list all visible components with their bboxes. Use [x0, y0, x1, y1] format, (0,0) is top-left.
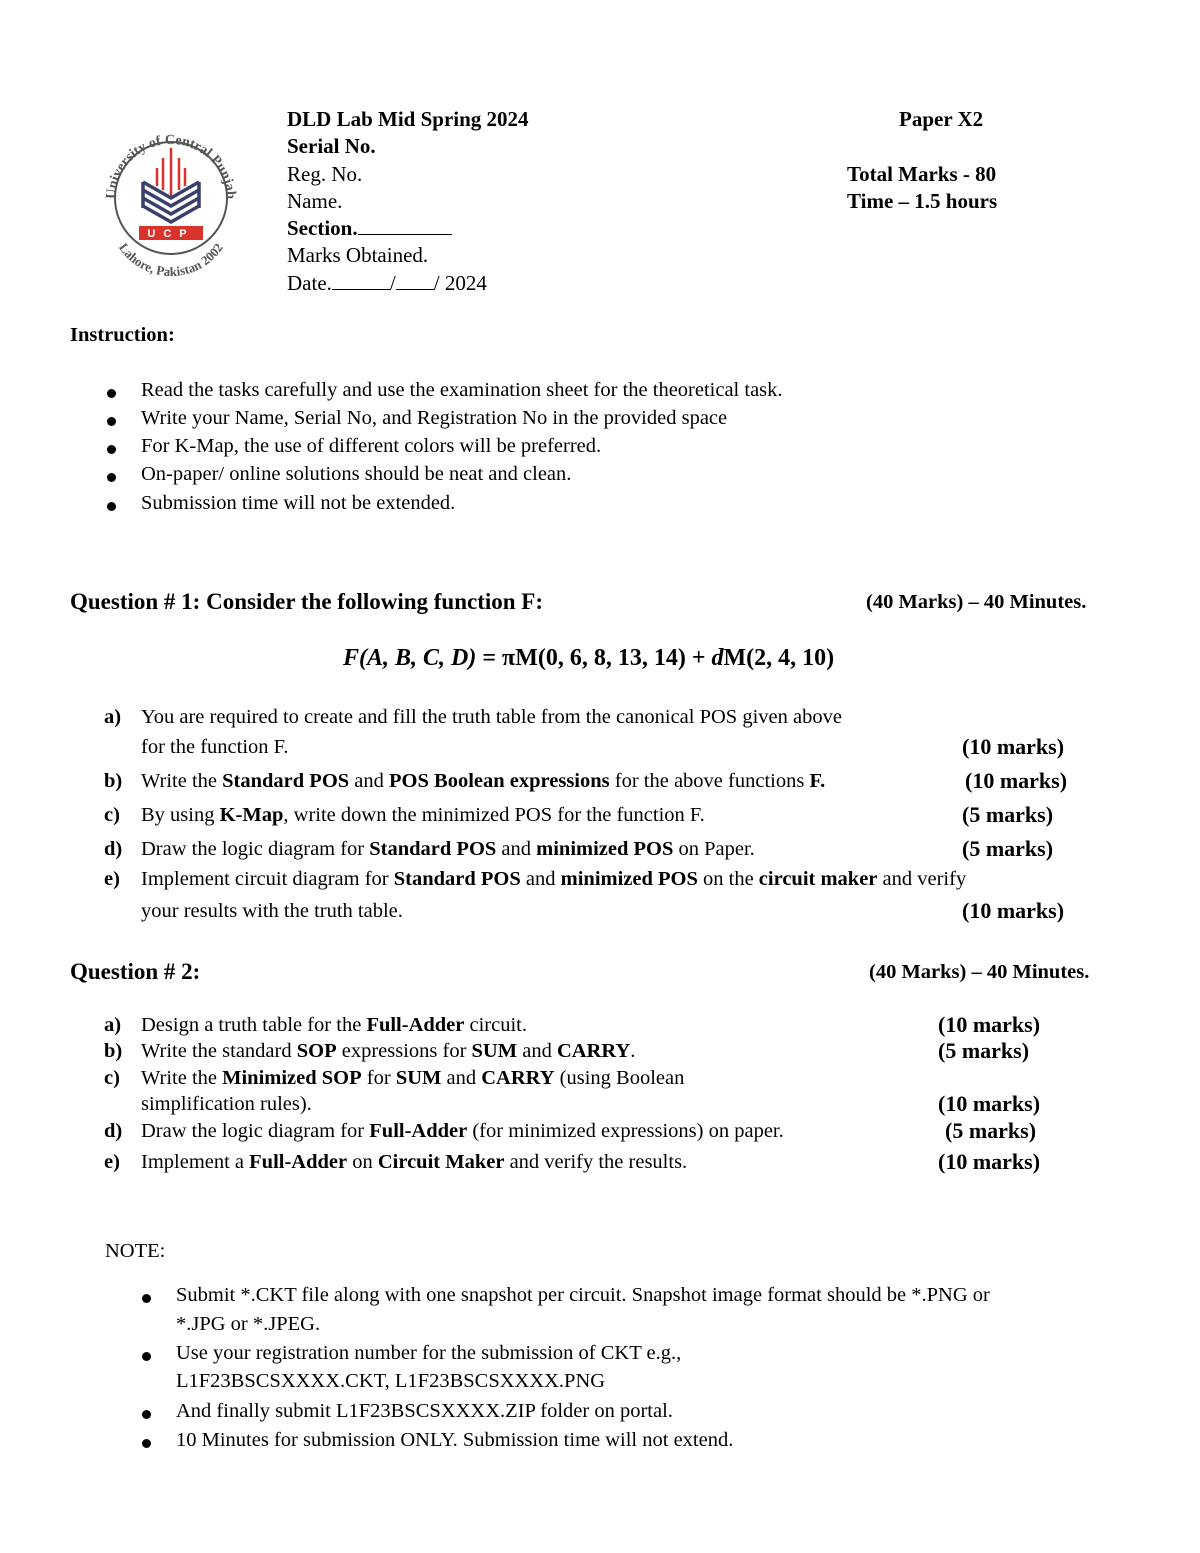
q1-part-label: e) [104, 868, 120, 890]
list-item: Write your Name, Serial No, and Registration No in the provided space [141, 407, 728, 429]
q1-part-c-marks: (5 marks) [962, 802, 1054, 827]
function-formula [343, 645, 834, 672]
q1-part-b-text: Write the Standard POS and POS Boolean expressions for the above functions F. [141, 770, 826, 792]
total-marks: Total Marks - 80 [847, 162, 997, 186]
formula-dontcare-d: d [711, 645, 724, 671]
section-blank [358, 216, 452, 235]
list-item-cont: L1F23BSCSXXXX.CKT, L1F23BSCSXXXX.PNG [176, 1370, 606, 1392]
q1-part-a-text-cont: for the function F. [141, 736, 289, 758]
section-label: Section. [287, 216, 358, 240]
list-item: And finally submit L1F23BSCSXXXX.ZIP folder on portal. [176, 1400, 673, 1422]
ucp-seal-icon [95, 118, 245, 278]
q2-part-d-text: Draw the logic diagram for Full-Adder (for minimized expressions) on paper. [141, 1120, 784, 1142]
date-year: / 2024 [433, 271, 487, 295]
q2-part-b-marks: (5 marks) [938, 1038, 1030, 1063]
university-logo [95, 118, 245, 278]
q2-part-d-marks: (5 marks) [945, 1118, 1037, 1143]
q2-part-a-marks: (10 marks) [938, 1012, 1041, 1037]
date-blank-1 [332, 271, 390, 290]
formula-equals: = [482, 645, 497, 671]
svg-text:University of Central Punjab: University of Central Punjab [103, 132, 239, 200]
q2-part-label: b) [104, 1040, 123, 1062]
list-item: Read the tasks carefully and use the examination sheet for the theoretical task. [141, 379, 783, 401]
time-limit: Time – 1.5 hours [847, 189, 998, 213]
date-field [287, 270, 487, 297]
serial-no-label: Serial No. [287, 134, 376, 158]
q1-part-a-text: You are required to create and fill the truth table from the canonical POS given above [141, 706, 842, 728]
q2-part-c-marks: (10 marks) [938, 1091, 1041, 1116]
q1-part-e-marks: (10 marks) [962, 898, 1065, 923]
q1-part-label: a) [104, 706, 122, 728]
q1-part-d-marks: (5 marks) [962, 836, 1054, 861]
q1-part-e-text: Implement circuit diagram for Standard POS and minimized POS on the circuit maker and verify [141, 868, 967, 890]
q1-part-label: d) [104, 838, 123, 860]
list-item: On-paper/ online solutions should be neat and clean. [141, 463, 572, 485]
q1-part-d-text: Draw the logic diagram for Standard POS and minimized POS on Paper. [141, 838, 755, 860]
formula-maxterms: πM(0, 6, 8, 13, 14) + [502, 645, 712, 671]
q2-part-e-marks: (10 marks) [938, 1149, 1041, 1174]
q2-part-e-text: Implement a Full-Adder on Circuit Maker and verify the results. [141, 1151, 688, 1173]
q1-part-e-text-cont: your results with the truth table. [141, 900, 403, 922]
paper-code: Paper X2 [899, 107, 984, 131]
formula-lhs: F(A, B, C, D) [343, 645, 477, 671]
list-item: For K-Map, the use of different colors will be preferred. [141, 435, 602, 457]
marks-obtained-label: Marks Obtained. [287, 243, 429, 267]
list-item: Submission time will not be extended. [141, 492, 456, 514]
list-item: Use your registration number for the submission of CKT e.g., [176, 1342, 682, 1364]
note-heading: NOTE: [105, 1240, 166, 1262]
reg-no-label: Reg. No. [287, 162, 363, 186]
question-1-title: Question # 1: Consider the following function F: [70, 589, 544, 614]
list-item-cont: *.JPG or *.JPEG. [176, 1313, 321, 1335]
q2-part-c-text-cont: simplification rules). [141, 1093, 312, 1115]
formula-dontcare-terms: M(2, 4, 10) [723, 645, 835, 671]
section-field [287, 215, 452, 242]
q2-part-label: d) [104, 1120, 123, 1142]
name-label: Name. [287, 189, 343, 213]
list-item: Submit *.CKT file along with one snapshot per circuit. Snapshot image format should be *.PNG or [176, 1284, 990, 1306]
question-1-marks: (40 Marks) – 40 Minutes. [866, 591, 1087, 613]
date-blank-2 [396, 271, 434, 290]
exam-title: DLD Lab Mid Spring 2024 [287, 107, 529, 131]
q1-part-label: c) [104, 804, 120, 826]
q2-part-label: a) [104, 1014, 122, 1036]
q1-part-b-marks: (10 marks) [965, 768, 1068, 793]
svg-text:Lahore, Pakistan 2002: Lahore, Pakistan 2002 [116, 240, 226, 278]
list-item: 10 Minutes for submission ONLY. Submission time will not extend. [176, 1429, 734, 1451]
q1-part-c-text: By using K-Map, write down the minimized POS for the function F. [141, 804, 705, 826]
date-separator: / [389, 271, 396, 295]
question-2-marks: (40 Marks) – 40 Minutes. [869, 961, 1090, 983]
q2-part-label: e) [104, 1151, 120, 1173]
svg-text:UCP: UCP [147, 228, 195, 240]
question-2-title: Question # 2: [70, 959, 201, 984]
q1-part-label: b) [104, 770, 123, 792]
q2-part-b-text: Write the standard SOP expressions for SUM and CARRY. [141, 1040, 636, 1062]
q2-part-a-text: Design a truth table for the Full-Adder circuit. [141, 1014, 528, 1036]
date-label: Date. [287, 271, 332, 295]
q2-part-label: c) [104, 1067, 120, 1089]
instruction-heading: Instruction: [70, 324, 175, 346]
q1-part-a-marks: (10 marks) [962, 734, 1065, 759]
q2-part-c-text: Write the Minimized SOP for SUM and CARRY (using Boolean [141, 1067, 685, 1089]
